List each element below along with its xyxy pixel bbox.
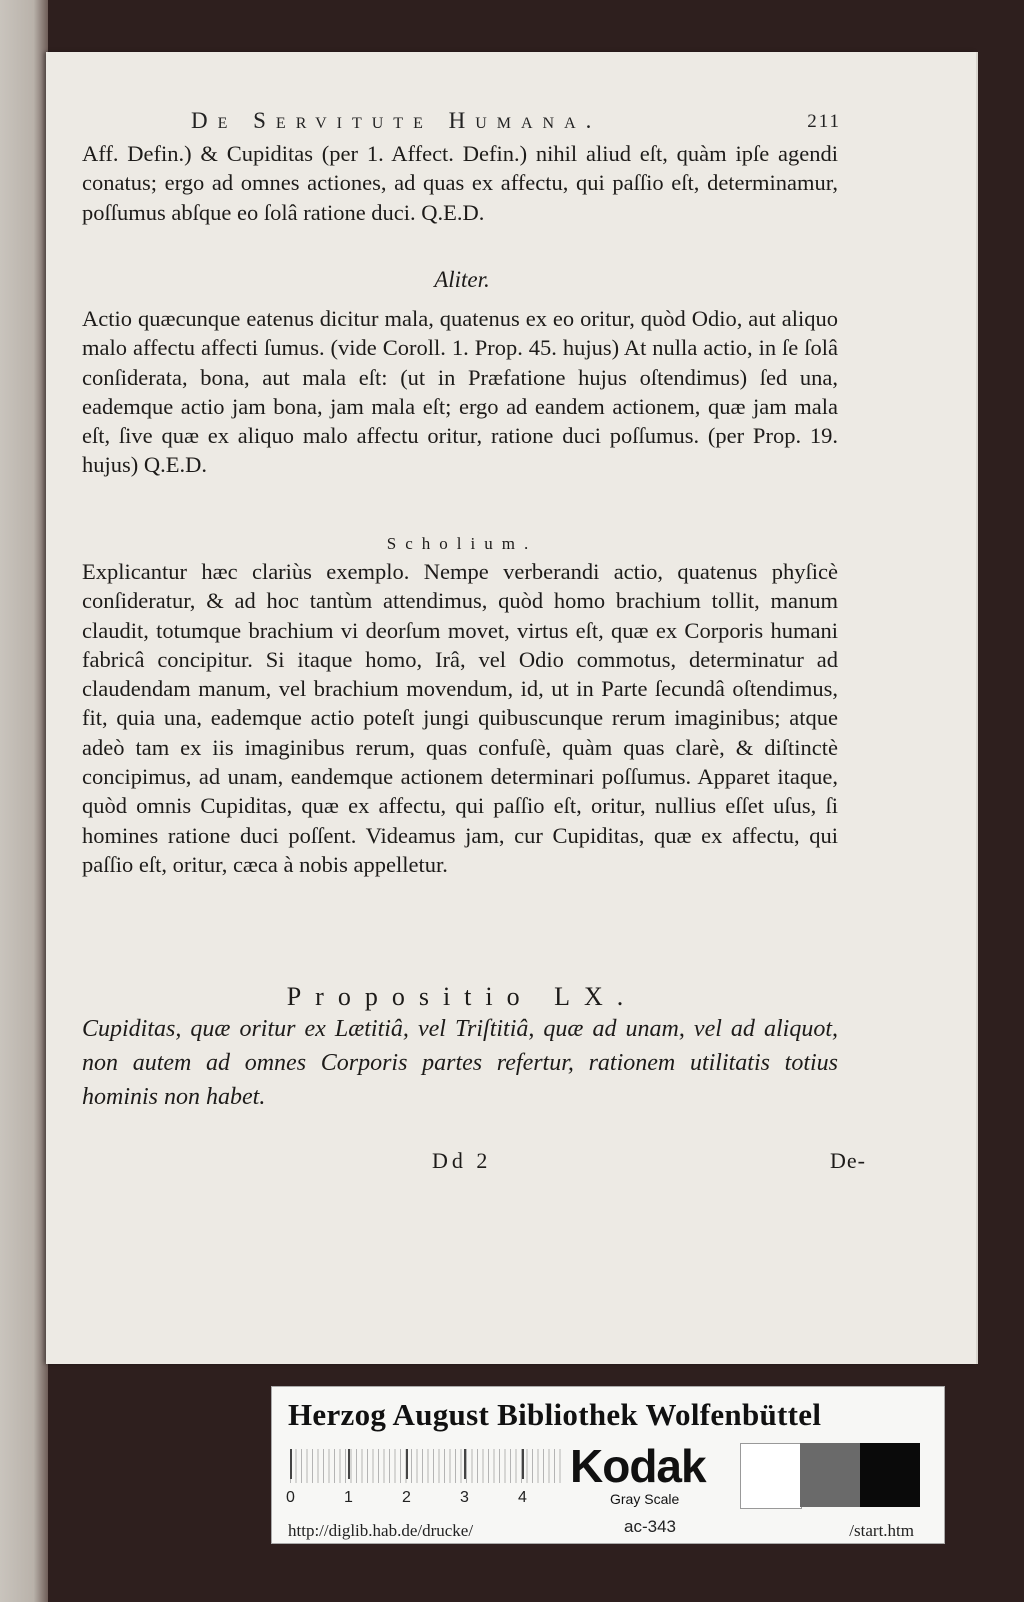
gray-scale-label: Gray Scale bbox=[610, 1491, 680, 1507]
aliter-heading: Aliter. bbox=[434, 267, 490, 292]
ruler-tick bbox=[464, 1449, 466, 1479]
color-target-card bbox=[271, 1386, 945, 1544]
ruler-tick bbox=[348, 1449, 350, 1479]
ruler-label: 4 bbox=[518, 1489, 527, 1506]
running-header bbox=[191, 108, 841, 142]
page-number: 211 bbox=[807, 111, 841, 132]
shelf-code: ac-343 bbox=[624, 1517, 676, 1536]
ruler-tick bbox=[406, 1449, 408, 1479]
facing-page-edge bbox=[0, 0, 48, 1602]
library-url[interactable]: http://diglib.hab.de/drucke/ bbox=[288, 1521, 474, 1540]
signature-mark: Dd 2 bbox=[432, 1148, 492, 1173]
kodak-logo: Kodak bbox=[570, 1440, 706, 1492]
gray-patch-mid bbox=[800, 1443, 860, 1507]
ruler-tick bbox=[522, 1449, 524, 1479]
paragraph-scholium: Explicantur hæc clariùs exemplo. Nempe verberandi actio, quatenus phyſicè conſideratur, & ad hoc tantùm attendimus, quòd homo brachium tollit, manum claudit, totumque brachium vi deorſum movet, virtus eſt, quæ ex Corporis humani fabricâ concipitur. Si itaque homo, Irâ, vel Odio commotus, determinatur ad claudendam manum, vel brachium movendum, id, ut in Parte ſecundâ oſtendimus, fit, quia una, eademque actio poteſt jungi quibuscunque rerum imaginibus; atque adeò tam ex iis imaginibus rerum, quas confuſè, quàm quas clarè, & diſtinctè concipimus, ad unam, eandemque actionem determinari poſſumus. Apparet itaque, quòd omnis Cupiditas, quæ ex affectu, qui paſſio eſt, oritur, nullius eſſet uſus, ſi homines ratione duci poſſent. Videamus jam, cur Cupiditas, quæ ex affectu, qui paſſio eſt, oritur, cæca à nobis appelletur. bbox=[82, 559, 838, 877]
ruler-tick bbox=[290, 1449, 292, 1479]
ruler-label: 2 bbox=[402, 1489, 411, 1506]
scholium-heading: Scholium. bbox=[386, 534, 538, 553]
proposition-text: Cupiditas, quæ oritur ex Lætitiâ, vel Triſtitiâ, quæ ad unam, vel ad aliquot, non autem ad omnes Corporis partes refertur, rationem utilitatis totius hominis non habet. bbox=[82, 1016, 838, 1110]
proposition-heading: Propositio LX. bbox=[286, 982, 638, 1011]
header-title: De Servitute Humana. bbox=[191, 108, 602, 133]
gray-patch-black bbox=[860, 1443, 920, 1507]
book-page bbox=[46, 52, 976, 1364]
paragraph-demonstration: Aff. Defin.) & Cupiditas (per 1. Affect. Defin.) nihil aliud eſt, quàm ipſe agendi conatus; ergo ad omnes actiones, ad quas ex affectu, qui paſſio eſt, determinamur, poſſumus abſque eo ſolâ ratione duci. Q.E.D. bbox=[82, 141, 838, 225]
ruler-label: 3 bbox=[460, 1489, 469, 1506]
page-footer bbox=[82, 1148, 866, 1178]
catchword: De- bbox=[830, 1148, 866, 1173]
library-name: Herzog August Bibliothek Wolfenbüttel bbox=[288, 1397, 822, 1432]
ruler-label: 0 bbox=[286, 1489, 295, 1506]
gray-patch-white bbox=[740, 1443, 802, 1509]
start-link[interactable]: /start.htm bbox=[849, 1521, 914, 1540]
ruler-label: 1 bbox=[344, 1489, 353, 1506]
paragraph-aliter: Actio quæcunque eatenus dicitur mala, quatenus ex eo oritur, quòd Odio, aut aliquo malo affectu affecti ſumus. (vide Coroll. 1. Prop. 45. hujus) At nulla actio, in ſe ſolâ conſiderata, bona, aut mala eſt: (ut in Præfatione hujus oſtendimus) ſed una, eademque actio jam bona, jam mala eſt; ergo ad eandem actionem, quæ jam mala eſt, ſive quæ ex aliquo malo affectu oritur, ratione duci poſſumus. (per Prop. 19. hujus) Q.E.D. bbox=[82, 306, 838, 478]
